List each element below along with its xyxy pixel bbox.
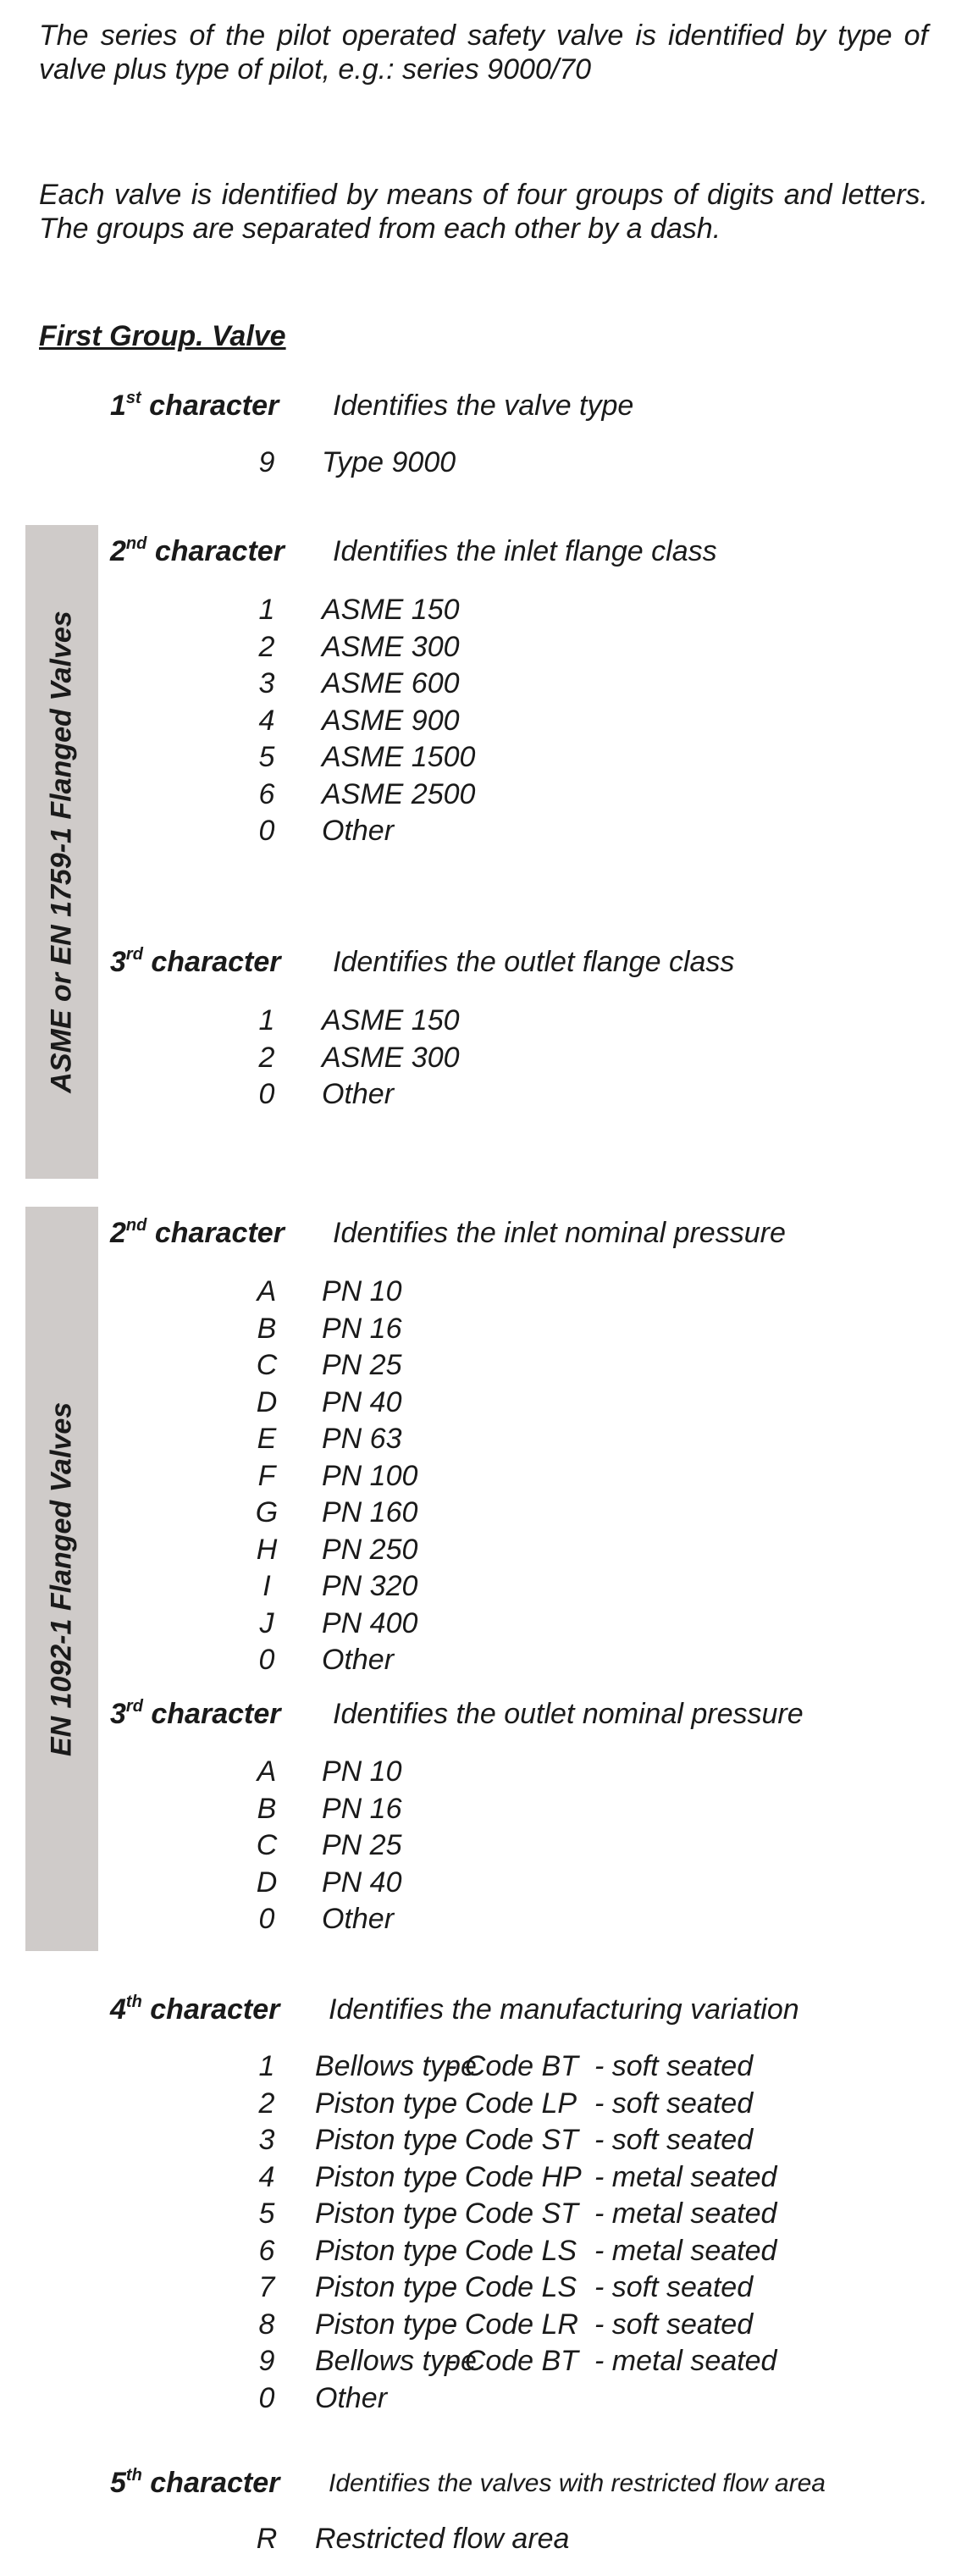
item-code: 0 <box>258 815 275 847</box>
item-text: PN 10 <box>322 1755 402 1788</box>
intro-paragraph-identification: Each valve is identified by means of four groups of digits and letters. The groups are separated from each other by a dash. <box>39 179 928 245</box>
char4-heading <box>110 1993 799 2026</box>
item-code: 1 <box>258 2050 275 2082</box>
asme-flanged-label: ASME or EN 1759-1 Flanged Valves <box>45 611 78 1093</box>
char3-asme-description: Identifies the outlet flange class <box>333 946 735 978</box>
char1-ordinal: 1st character <box>110 389 279 422</box>
item-seating: - soft seated <box>594 2308 754 2341</box>
item-code: 5 <box>258 741 275 773</box>
item-code-label: - Code HP <box>447 2160 582 2193</box>
item-code: C <box>256 1829 278 1861</box>
item-code: 1 <box>258 594 275 626</box>
item-code: J <box>259 1606 274 1639</box>
char3-en-description: Identifies the outlet nominal pressure <box>333 1698 804 1730</box>
item-seating: - metal seated <box>594 2234 777 2267</box>
item-text: ASME 150 <box>322 594 460 626</box>
item-code-label: - Code BT <box>447 2345 578 2377</box>
item-code: 5 <box>258 2197 275 2230</box>
item-type: Piston type <box>315 2160 458 2193</box>
item-text: PN 320 <box>322 1570 418 1602</box>
item-text: Other <box>322 815 395 847</box>
item-code-label: - Code ST <box>447 2197 578 2230</box>
item-text: Type 9000 <box>322 446 456 478</box>
item-code: R <box>256 2523 278 2555</box>
item-type: Piston type <box>315 2234 458 2267</box>
char3-asme-heading <box>110 945 735 979</box>
char3-asme-ordinal: 3rd character <box>110 945 281 978</box>
en-flanged-label: EN 1092-1 Flanged Valves <box>45 1401 78 1756</box>
item-code: 8 <box>258 2308 275 2341</box>
intro-paragraph-series: The series of the pilot operated safety valve is identified by type of valve plus type of pilot, e.g.: series 9000/70 <box>39 19 928 86</box>
item-code-label: - Code LP <box>447 2087 577 2120</box>
item-text: PN 25 <box>322 1349 402 1381</box>
item-code: 4 <box>258 2160 275 2193</box>
item-text: ASME 150 <box>322 1004 460 1036</box>
item-text: Other <box>322 1644 395 1676</box>
item-type: Piston type <box>315 2271 458 2303</box>
item-code-label: - Code LS <box>447 2271 577 2303</box>
item-code: 6 <box>258 777 275 810</box>
item-code-label: - Code BT <box>447 2050 578 2082</box>
item-text: Other <box>322 1903 395 1935</box>
item-seating: - soft seated <box>594 2087 754 2120</box>
item-code: 0 <box>258 1644 275 1676</box>
item-code: 9 <box>258 2345 275 2377</box>
item-text: PN 250 <box>322 1533 418 1566</box>
item-type: Piston type <box>315 2308 458 2341</box>
char2-asme-description: Identifies the inlet flange class <box>333 535 717 567</box>
char2-en-heading <box>110 1216 786 1250</box>
item-text: ASME 600 <box>322 667 460 699</box>
char4-ordinal: 4th character <box>110 1993 280 2026</box>
item-text: ASME 900 <box>322 704 460 737</box>
char5-heading <box>110 2466 826 2500</box>
item-type: Piston type <box>315 2124 458 2156</box>
item-code: A <box>257 1755 277 1788</box>
item-text: PN 10 <box>322 1275 402 1307</box>
char2-asme-heading <box>110 534 717 568</box>
item-code: 2 <box>258 630 275 663</box>
char1-description: Identifies the valve type <box>333 390 634 422</box>
item-code: C <box>256 1349 278 1381</box>
item-type: Bellows type <box>315 2345 477 2377</box>
item-text: Other <box>322 1078 395 1110</box>
item-code: 0 <box>258 2381 275 2414</box>
char2-en-description: Identifies the inlet nominal pressure <box>333 1217 786 1249</box>
item-type: Other <box>315 2381 388 2414</box>
char5-ordinal: 5th character <box>110 2466 280 2499</box>
asme-flanged-sidebar <box>25 525 98 1179</box>
item-type: Piston type <box>315 2087 458 2120</box>
item-code: 9 <box>258 446 275 478</box>
item-seating: - soft seated <box>594 2124 754 2156</box>
char2-asme-ordinal: 2nd character <box>110 534 285 567</box>
item-text: PN 40 <box>322 1866 402 1899</box>
item-code: 3 <box>258 2124 275 2156</box>
item-code: D <box>256 1866 278 1899</box>
char1-heading <box>110 389 634 423</box>
item-type: Bellows type <box>315 2050 477 2082</box>
item-code: 1 <box>258 1004 275 1036</box>
item-text: ASME 300 <box>322 630 460 663</box>
char3-en-heading <box>110 1697 804 1731</box>
item-code: E <box>257 1423 277 1455</box>
item-code: 6 <box>258 2234 275 2267</box>
item-type: Piston type <box>315 2197 458 2230</box>
item-text: ASME 1500 <box>322 741 476 773</box>
item-code: 4 <box>258 704 275 737</box>
item-code-label: - Code LS <box>447 2234 577 2267</box>
item-code: 0 <box>258 1078 275 1110</box>
item-code: 2 <box>258 2087 275 2120</box>
item-text: PN 40 <box>322 1385 402 1418</box>
item-code: I <box>262 1570 271 1602</box>
item-code-label: - Code ST <box>447 2124 578 2156</box>
item-code-label: - Code LR <box>447 2308 578 2341</box>
item-text: PN 160 <box>322 1496 418 1528</box>
item-seating: - metal seated <box>594 2160 777 2193</box>
item-text: PN 63 <box>322 1423 402 1455</box>
item-seating: - soft seated <box>594 2271 754 2303</box>
item-text: PN 100 <box>322 1459 418 1492</box>
item-seating: - metal seated <box>594 2345 777 2377</box>
item-code: G <box>255 1496 279 1528</box>
item-code: 7 <box>258 2271 275 2303</box>
item-code: H <box>256 1533 278 1566</box>
char5-description: Identifies the valves with restricted flow area <box>329 2469 826 2497</box>
item-text: PN 16 <box>322 1312 402 1345</box>
item-text: ASME 2500 <box>322 777 476 810</box>
char4-description: Identifies the manufacturing variation <box>329 1993 799 2026</box>
item-text: ASME 300 <box>322 1041 460 1074</box>
char2-en-ordinal: 2nd character <box>110 1216 285 1249</box>
item-code: B <box>257 1792 277 1825</box>
item-text: PN 25 <box>322 1829 402 1861</box>
item-code: F <box>257 1459 276 1492</box>
item-code: D <box>256 1385 278 1418</box>
item-text: PN 16 <box>322 1792 402 1825</box>
item-text: Restricted flow area <box>315 2523 570 2555</box>
first-group-title: First Group. Valve <box>39 320 286 352</box>
item-seating: - metal seated <box>594 2197 777 2230</box>
char3-en-ordinal: 3rd character <box>110 1697 281 1730</box>
item-code: A <box>257 1275 277 1307</box>
item-seating: - soft seated <box>594 2050 754 2082</box>
item-code: 0 <box>258 1903 275 1935</box>
item-code: 3 <box>258 667 275 699</box>
item-code: 2 <box>258 1041 275 1074</box>
item-text: PN 400 <box>322 1606 418 1639</box>
en-flanged-sidebar <box>25 1207 98 1951</box>
item-code: B <box>257 1312 277 1345</box>
